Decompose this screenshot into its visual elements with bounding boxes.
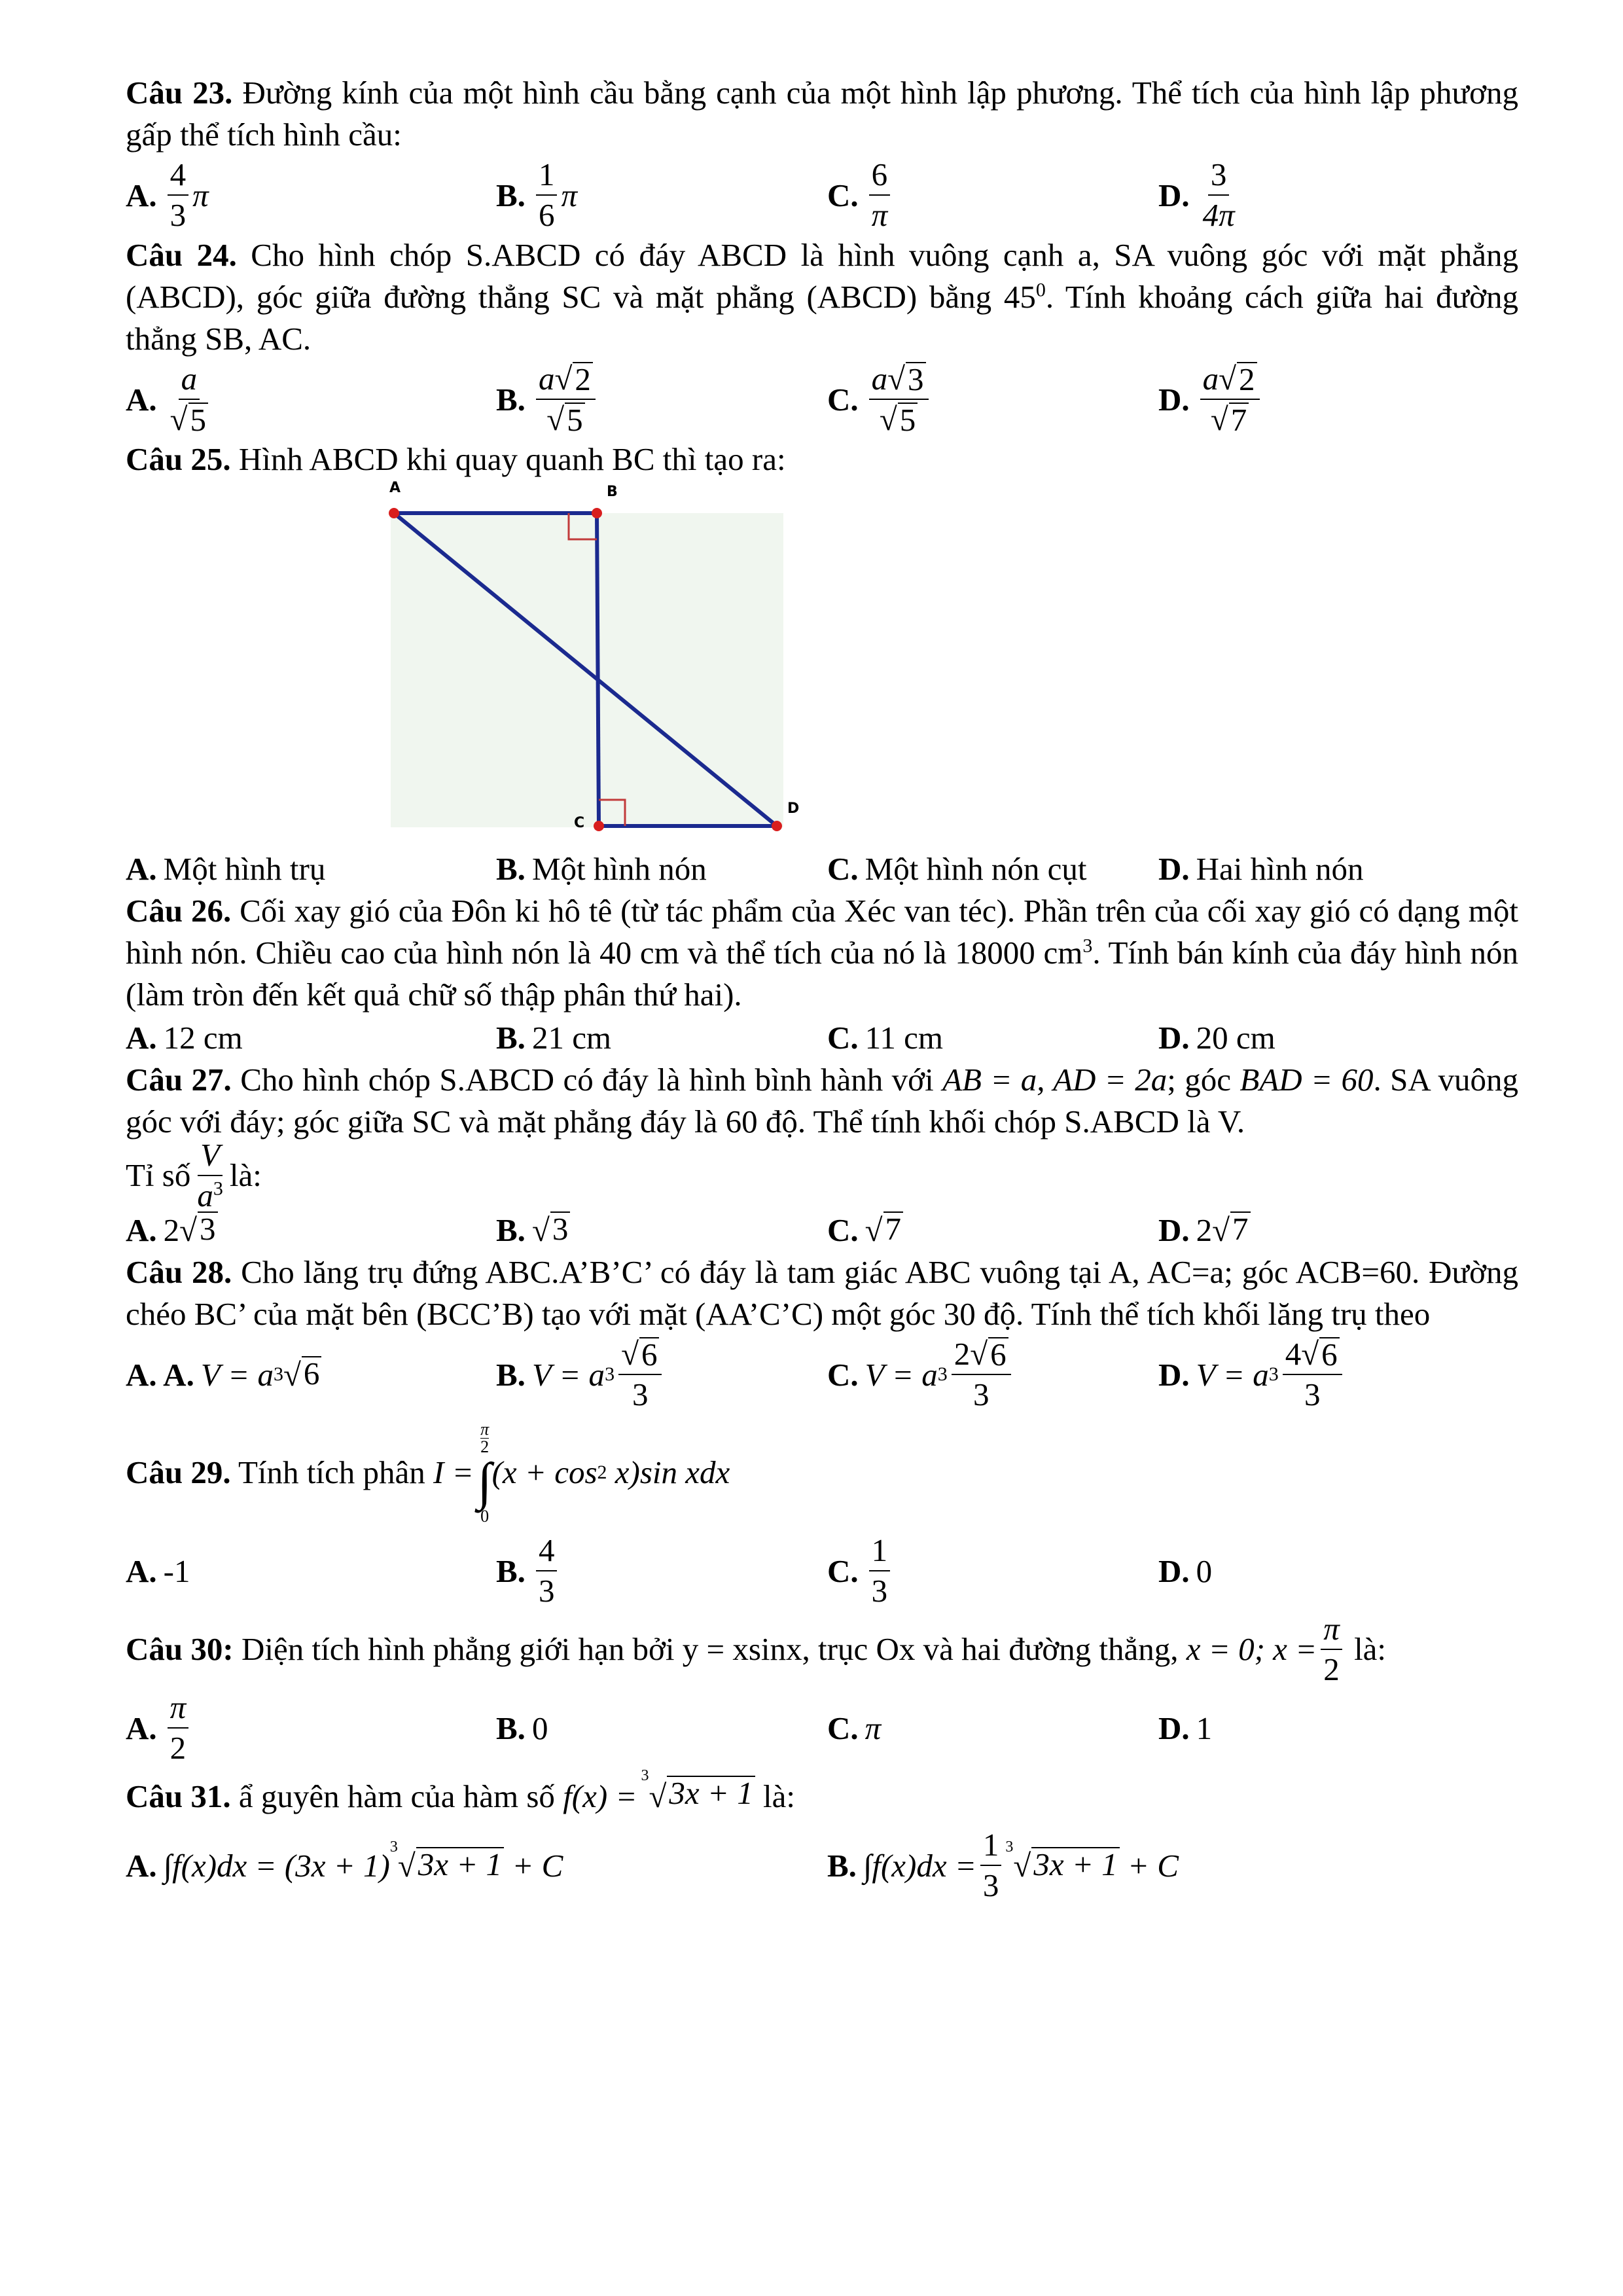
radicand: 6 <box>302 1356 322 1393</box>
answer-b[interactable] <box>496 1019 827 1056</box>
fraction-numerator: 6 <box>869 158 891 196</box>
answer-a[interactable] <box>126 158 496 232</box>
sqrt-expression: √ 5 <box>880 403 918 437</box>
answer-label: A. <box>126 1710 157 1746</box>
answer-b[interactable] <box>827 1828 1482 1903</box>
answer-b[interactable]: B. a √ 2 √ 5 <box>496 362 827 437</box>
answer-label: D. <box>1158 1552 1190 1589</box>
question-30-label: Câu 30: <box>126 1631 234 1667</box>
question-23-answers <box>126 156 1518 234</box>
answer-a[interactable] <box>126 1552 496 1590</box>
label-a: A <box>389 480 401 496</box>
question-27-answers <box>126 1208 1518 1251</box>
fraction-denominator: 3 <box>632 1376 649 1412</box>
fraction-numerator: 4 <box>536 1534 558 1571</box>
answer-c[interactable] <box>827 158 1158 232</box>
point-b <box>592 508 602 518</box>
cube-root-expression: 3 √ 3x + 1 <box>390 1847 504 1884</box>
question-30 <box>126 1610 1518 1689</box>
question-30-answers <box>126 1689 1518 1767</box>
question-29-answers <box>126 1532 1518 1610</box>
cubic-superscript: 3 <box>1082 935 1093 957</box>
sqrt-expression: √ 6 <box>283 1356 321 1393</box>
math-expression: V = a <box>865 1356 938 1393</box>
radicand: 7 <box>1230 1211 1251 1249</box>
answer-text: 0 <box>531 1710 548 1746</box>
answer-b[interactable] <box>496 1710 827 1747</box>
radicand: 5 <box>188 403 209 437</box>
answer-b[interactable] <box>496 158 827 232</box>
integrand: (x + cos <box>491 1454 597 1490</box>
answer-label: C. <box>827 381 859 418</box>
question-31-answers <box>126 1826 1518 1905</box>
answer-label: D. <box>1158 850 1190 887</box>
answer-label: C. <box>827 1356 859 1393</box>
radicand: 2 <box>573 362 593 396</box>
answer-label: D. <box>1158 381 1190 418</box>
answer-d[interactable] <box>1158 850 1512 888</box>
upper-bound-denominator: 2 <box>480 1437 490 1456</box>
question-25-text: Hình ABCD khi quay quanh BC thì tạo ra: <box>230 441 786 477</box>
question-31-text: ẩ guyên hàm của hàm số <box>230 1778 563 1814</box>
question-26-answers <box>126 1016 1518 1059</box>
answer-text: Một hình trụ <box>163 850 326 887</box>
answer-label: D. <box>1158 1211 1190 1248</box>
answer-d[interactable] <box>1158 1019 1512 1056</box>
ratio-suffix: là: <box>229 1157 262 1193</box>
function-expression: f(x) = <box>563 1778 637 1814</box>
answer-c[interactable] <box>827 1710 1158 1747</box>
answer-c[interactable]: C. a √ 3 √ 5 <box>827 362 1158 437</box>
answer-label: A. <box>126 1552 157 1589</box>
answer-b[interactable] <box>496 850 827 888</box>
segment-bc <box>597 513 599 826</box>
answer-c[interactable]: C. V = a 3 2 √ 6 3 <box>827 1337 1158 1412</box>
fraction-numerator: V <box>198 1138 223 1176</box>
fraction-denominator: 2 <box>169 1730 187 1766</box>
answer-a[interactable] <box>126 1211 496 1249</box>
fraction-denominator: 3 <box>169 197 187 233</box>
question-23-text: Đường kính của một hình cầu bằng cạnh của một hình lập phương. Thể tích của hình lập phương gấp thể tích hình cầu: <box>126 75 1519 152</box>
degree-superscript: 0 <box>1035 279 1046 301</box>
fraction-denominator: π <box>871 197 888 233</box>
integral-name: I = <box>433 1454 474 1490</box>
answer-label: A. <box>126 177 157 213</box>
question-23-label: Câu 23. <box>126 75 233 111</box>
answer-text: Hai hình nón <box>1196 850 1364 887</box>
question-29-text: Tính tích phân <box>230 1454 434 1490</box>
math-expression: V = a <box>200 1356 274 1393</box>
answer-text: 21 cm <box>531 1019 612 1056</box>
question-31-suffix: là: <box>755 1778 795 1814</box>
question-24-label: Câu 24. <box>126 237 237 273</box>
question-29: Câu 29. Tính tích phân I = π 2 ∫ 0 (x + cos 2 x)sin xdx <box>126 1419 730 1526</box>
answer-text: 1 <box>1196 1710 1213 1746</box>
radicand: 6 <box>988 1337 1008 1371</box>
question-27 <box>126 1059 1518 1143</box>
question-28-label: Câu 28. <box>126 1254 232 1290</box>
question-24-text: Cho hình chóp S.ABCD có đáy ABCD là hình vuông cạnh a, SA vuông góc với mặt phẳng (ABCD), góc giữa đường thẳng SC và mặt phẳng (ABCD) bằng 45 <box>126 237 1518 315</box>
sqrt-expression: √ 3 <box>887 362 925 396</box>
answer-text: 12 cm <box>163 1019 243 1056</box>
label-d: D <box>787 800 800 817</box>
math-expression: ∫f(x)dx = <box>863 1847 976 1884</box>
fraction-numerator: 3 <box>1208 158 1230 196</box>
fraction-numerator: π <box>1321 1612 1342 1650</box>
label-c: C <box>574 815 585 831</box>
question-23 <box>126 72 1518 156</box>
answer-text: 11 cm <box>865 1019 943 1056</box>
answer-d[interactable]: D. V = a 3 4 √ 6 3 <box>1158 1337 1512 1412</box>
answer-label: D. <box>1158 1019 1190 1056</box>
fraction-numerator: π <box>168 1691 189 1729</box>
radicand: 7 <box>883 1211 904 1249</box>
radicand: 3 <box>198 1211 218 1249</box>
answer-label: B. <box>496 1710 526 1746</box>
answer-label: C. <box>827 1019 859 1056</box>
answer-label: A. <box>126 1847 157 1884</box>
answer-c[interactable] <box>827 1211 1158 1249</box>
abcd-diagram-svg <box>391 480 914 847</box>
answer-label: A. <box>126 381 157 418</box>
question-28-answers <box>126 1335 1518 1414</box>
answer-b[interactable]: B. V = a 3 √ 6 3 <box>496 1337 827 1412</box>
answer-text: 0 <box>1196 1552 1213 1589</box>
coefficient: 2 <box>1196 1211 1213 1248</box>
math-expression: BAD = 60 <box>1240 1062 1374 1098</box>
answer-a[interactable] <box>126 1838 827 1884</box>
answer-label: B. <box>496 1211 526 1248</box>
question-25 <box>126 439 1518 480</box>
fraction-denominator: 4π <box>1202 197 1235 233</box>
answer-label: C. <box>827 1211 859 1248</box>
answer-label: B. <box>496 850 526 887</box>
answer-label: C. <box>827 177 859 213</box>
sqrt-expression: √ 7 <box>865 1211 903 1249</box>
sqrt-expression: √ 6 <box>621 1337 659 1371</box>
sqrt-expression: √ 5 <box>546 403 584 437</box>
sqrt-expression: √ 3 <box>179 1211 217 1249</box>
sqrt-expression: √ 7 <box>1212 1211 1250 1249</box>
answer-label: B. <box>827 1847 857 1884</box>
point-d <box>772 821 782 831</box>
question-25-label: Câu 25. <box>126 441 231 477</box>
answer-text: 20 cm <box>1196 1019 1275 1056</box>
sqrt-expression: √ 6 <box>970 1337 1008 1371</box>
answer-label: A. <box>126 850 157 887</box>
answer-label: B. <box>496 1552 526 1589</box>
sqrt-expression: √ 6 <box>1301 1337 1339 1371</box>
question-24 <box>126 234 1518 360</box>
answer-a[interactable] <box>126 1019 496 1056</box>
root-index: 3 <box>641 1767 649 1784</box>
question-26 <box>126 890 1518 1016</box>
fraction-numerator: 4 <box>168 158 189 196</box>
answer-b[interactable] <box>496 1534 827 1608</box>
answer-label: D. <box>1158 1356 1190 1393</box>
radicand: 5 <box>565 403 585 437</box>
upper-bound-numerator: π <box>480 1419 490 1439</box>
answer-label: C. <box>827 1552 859 1589</box>
math-expression: x = 0; x = <box>1186 1631 1317 1667</box>
sqrt-expression: √ 5 <box>170 403 208 437</box>
root-index: 3 <box>1005 1838 1014 1856</box>
math-expression: V = a <box>531 1356 605 1393</box>
coefficient: 2 <box>163 1211 180 1248</box>
radicand: 5 <box>898 403 918 437</box>
point-c <box>594 821 604 831</box>
radicand: 3x + 1 <box>667 1776 755 1818</box>
fraction-denominator: 3 <box>538 1573 555 1609</box>
answer-label: B. <box>496 381 526 418</box>
sqrt-expression: √ 2 <box>554 362 592 396</box>
radicand: 3 <box>906 362 926 396</box>
answer-a[interactable] <box>126 362 496 437</box>
coefficient: 2 <box>954 1336 971 1372</box>
question-30-text: Diện tích hình phẳng giới hạn bởi y = xsinx, trục Ox và hai đường thẳng, <box>233 1631 1186 1667</box>
radicand: 7 <box>1229 403 1249 437</box>
question-29-label: Câu 29. <box>126 1454 231 1490</box>
fraction-numerator: 1 <box>869 1534 891 1571</box>
answer-label: A. A. <box>126 1356 194 1393</box>
radicand: 3x + 1 <box>1031 1847 1119 1884</box>
fraction-denominator: 3 <box>972 1376 990 1412</box>
question-27-text-2: ; góc <box>1167 1062 1240 1098</box>
integrand-end: x)sin xdx <box>607 1454 730 1490</box>
radicand: 3 <box>550 1211 571 1249</box>
fraction-denominator: 3 <box>982 1867 999 1903</box>
question-27-text-3: . SA vuông góc với đáy; góc giữa SC và mặt phẳng đáy là 60 độ. Thể tính khối chóp S.ABCD là V. <box>126 1062 1518 1139</box>
answer-text: π <box>865 1710 882 1746</box>
answer-a[interactable] <box>126 850 496 888</box>
math-expression: V = a <box>1196 1356 1269 1393</box>
sqrt-expression: √ 7 <box>1211 403 1249 437</box>
answer-c[interactable] <box>827 1534 1158 1608</box>
answer-d[interactable] <box>1158 1211 1512 1249</box>
answer-d[interactable] <box>1158 1552 1512 1590</box>
answer-label: A. <box>126 1211 157 1248</box>
fraction-denominator: a <box>197 1177 213 1213</box>
answer-label: B. <box>496 1019 526 1056</box>
math-expression: ∫f(x)dx = (3x + 1) <box>163 1847 390 1884</box>
answer-text: -1 <box>163 1552 190 1589</box>
question-26-text-2: . Tính bán kính của đáy hình nón (làm tròn đến kết quả chữ số thập phân thứ hai). <box>126 935 1518 1013</box>
answer-text: Một hình nón <box>531 850 707 887</box>
answer-label: B. <box>496 177 526 213</box>
point-a <box>389 508 399 518</box>
pi-symbol: π <box>561 177 577 213</box>
exam-page <box>126 72 1518 1905</box>
sqrt-expression: √ 3 <box>532 1211 570 1249</box>
question-31 <box>126 1767 1518 1826</box>
fraction-numerator: 1 <box>980 1828 1002 1866</box>
answer-label: D. <box>1158 1710 1190 1746</box>
question-26-label: Câu 26. <box>126 893 232 929</box>
question-26-text: Cối xay gió của Đôn ki hô tê (từ tác phẩm của Xéc van téc). Phần trên của cối xay gió có dạng một hình nón. Chiều cao của hình nón là 40 cm và thể tích của nó là 18000 cm <box>126 893 1518 971</box>
answer-label: B. <box>496 1356 526 1393</box>
question-30-suffix: là: <box>1346 1631 1387 1667</box>
root-index: 3 <box>389 1838 398 1856</box>
cube-root-expression: 3 √ 3x + 1 <box>1005 1847 1119 1884</box>
question-27-label: Câu 27. <box>126 1062 232 1098</box>
constant-term: + C <box>1119 1847 1179 1884</box>
radicand: 6 <box>1319 1337 1340 1371</box>
question-28-text: Cho lăng trụ đứng ABC.A’B’C’ có đáy là tam giác ABC vuông tại A, AC=a; góc ACB=60. Đường chéo BC’ của mặt bên (BCC’B) tạo với mặt (AA’C’C) một góc 30 độ. Tính thể tích khối lăng trụ theo <box>126 1254 1518 1332</box>
lower-bound: 0 <box>480 1506 490 1526</box>
integral-sign-group <box>478 1421 492 1525</box>
answer-label: A. <box>126 1019 157 1056</box>
answer-label: C. <box>827 1710 859 1746</box>
integral-symbol: ∫ <box>477 1452 492 1511</box>
fraction-numerator: a <box>179 362 200 400</box>
answer-d[interactable] <box>1158 158 1512 232</box>
answer-a[interactable]: A. A. V = a 3 √ 6 <box>126 1356 496 1393</box>
ratio-prefix: Tỉ số <box>126 1157 191 1193</box>
math-expression: AB = a, AD = 2a <box>942 1062 1168 1098</box>
answer-b[interactable] <box>496 1211 827 1249</box>
answer-c[interactable] <box>827 1019 1158 1056</box>
radicand: 6 <box>639 1337 660 1371</box>
question-24-answers <box>126 360 1518 439</box>
coefficient: 4 <box>1285 1336 1302 1372</box>
question-28 <box>126 1251 1518 1335</box>
pi-symbol: π <box>192 177 209 213</box>
fraction-denominator: 2 <box>1323 1651 1340 1687</box>
answer-label: C. <box>827 850 859 887</box>
radicand: 2 <box>1237 362 1257 396</box>
answer-a[interactable] <box>126 1691 496 1765</box>
fraction-numerator: 1 <box>536 158 558 196</box>
question-24-text-2: . Tính khoảng cách giữa hai đường thẳng SB, AC. <box>126 279 1519 357</box>
cube-root-expression: 3 √ 3x + 1 <box>641 1776 755 1818</box>
question-31-label: Câu 31. <box>126 1778 231 1814</box>
answer-c[interactable] <box>827 850 1158 888</box>
abcd-figure <box>391 480 914 847</box>
answer-d[interactable] <box>1158 1710 1512 1747</box>
question-27-ratio <box>126 1137 1518 1213</box>
fraction-denominator: 6 <box>538 197 555 233</box>
question-27-text: Cho hình chóp S.ABCD có đáy là hình bình hành với <box>231 1062 943 1098</box>
radicand: 3x + 1 <box>416 1847 504 1884</box>
answer-text: Một hình nón cụt <box>865 850 1087 887</box>
question-25-answers <box>126 847 1518 890</box>
answer-label: D. <box>1158 177 1190 213</box>
fraction-denominator: 3 <box>871 1573 888 1609</box>
exponent: 3 <box>213 1177 223 1200</box>
fraction-denominator: 3 <box>1304 1376 1321 1412</box>
constant-term: + C <box>504 1847 563 1884</box>
answer-d[interactable]: D. a √ 2 √ 7 <box>1158 362 1512 437</box>
label-b: B <box>607 484 618 500</box>
sqrt-expression: √ 2 <box>1219 362 1257 396</box>
